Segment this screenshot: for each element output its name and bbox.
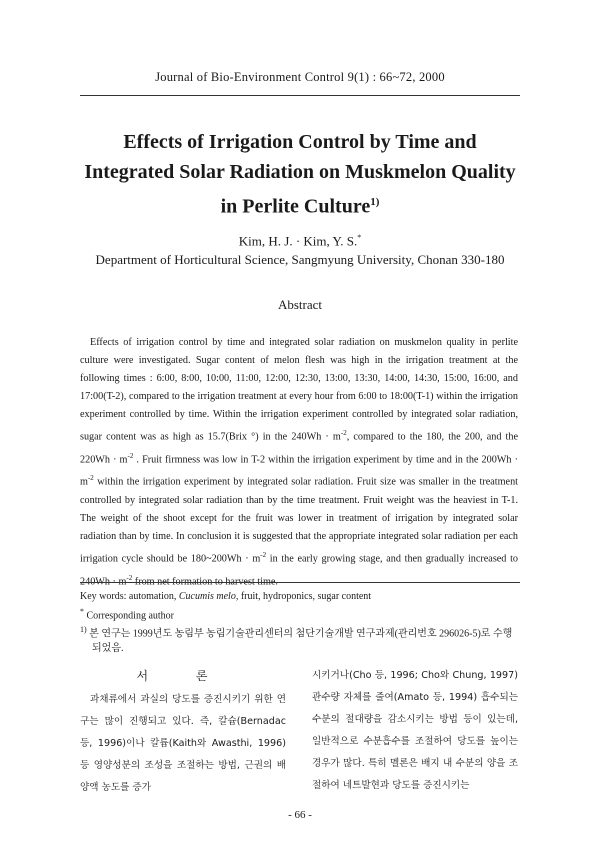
abstract-part-2: , compared to the 180, the 200, and the 220Wh · m [80, 431, 518, 466]
funding-footnote-text: 본 연구는 1999년도 농림부 농림기술관리센터의 첨단기술개발 연구과제(관리번호 296026-5)로 수행되었음. [86, 628, 513, 655]
abstract-sup-4: -2 [260, 551, 267, 560]
title-line-1: Effects of Irrigation Control by Time and [123, 131, 477, 153]
author-names [0, 233, 600, 249]
keywords-italic: Cucumis melo [178, 591, 236, 602]
abstract-part-1: Effects of irrigation control by time and integrated solar radiation on muskmelon quality in perlite culture were investigated. Sugar content of melon flesh was high in the irrigation treatment at the following times : 6:00, 8:00, 10:00, 11:00, 12:00, 12:30, 13:00, 13:30, 14:00, 14:30, 15:00, 16:00, and 17:00(T-2), compared to the irrigation treatment at every hour from 6:00 to 18:00(T-1) within the irrigation experiment controlled by time. Within the irrigation experiment controlled by integrated solar radiation, sugar content was as high as 15.7(Brix °) in the 240Wh · m [80, 337, 518, 443]
funding-footnote-mark: 1) [80, 625, 87, 635]
notes-block [80, 590, 520, 657]
paper-title [60, 127, 540, 222]
abstract-sup-2: -2 [127, 451, 134, 460]
abstract-body [80, 334, 518, 591]
title-line-3 [60, 187, 540, 222]
abstract-part-3: . Fruit firmness was low in T-2 within the irrigation experiment by time and in the 200Wh · m [80, 454, 518, 488]
abstract-part-4: within the irrigation experiment by integrated solar radiation. Fruit size was smaller in the treatment controlled by integrated solar radiation than by the time treatment. Fruit weight was the heaviest in T-1. The weight of the shoot except for the fruit was lower in treatment of irrigation by integrated solar radiation than by time. In conclusion it is suggested that the appropriate integrated solar radiation per each irrigation cycle should be 180~200Wh · m [80, 476, 518, 565]
page-number: - 66 - [288, 809, 312, 821]
intro-paragraph-left: 과채류에서 과실의 당도를 증진시키기 위한 연구는 많이 진행되고 있다. 즉, 칼슘(Bernadac 등, 1996)이나 칼륨(Kaith와 Awasthi, 1996) 등 영양성분의 조성을 조절하는 방법, 근권의 배양액 농도를 증가 [80, 694, 286, 793]
abstract-sup-1: -2 [340, 429, 347, 438]
author-names-text: Kim, H. J. · Kim, Y. S. [238, 233, 358, 249]
keywords-label: Key words: automation, [80, 591, 179, 602]
introduction-heading: 서 론 [136, 669, 230, 683]
corresponding-note [80, 605, 520, 624]
body-column-left [80, 665, 286, 799]
title-line-3-text: in Perlite Culture [220, 195, 371, 218]
abstract-part-5: in the early growing stage, and then gradually increased to 240Wh · m [80, 553, 518, 588]
abstract-part-6: from net formation to harvest time. [132, 576, 278, 588]
author-affiliation: Department of Horticultural Science, Sangmyung University, Chonan 330-180 [95, 252, 505, 267]
journal-header: Journal of Bio-Environment Control 9(1) : 66~72, 2000 [155, 70, 445, 84]
body-column-right [312, 665, 518, 797]
corresponding-mark: * [357, 233, 362, 242]
funding-footnote [80, 623, 520, 656]
abstract-sup-3: -2 [87, 474, 94, 483]
keywords-rest: , fruit, hydroponics, sugar content [235, 591, 372, 602]
abstract-rule [80, 582, 520, 583]
title-line-2: Integrated Solar Radiation on Muskmelon Quality [84, 161, 516, 183]
header-rule [80, 95, 520, 96]
abstract-heading: Abstract [277, 297, 323, 312]
corresponding-note-mark: * [80, 606, 84, 616]
keywords-line [80, 590, 520, 605]
corresponding-note-text: Corresponding author [84, 609, 174, 621]
abstract-sup-5: -2 [126, 573, 133, 582]
intro-paragraph-right: 시키거나(Cho 등, 1996; Cho와 Chung, 1997) 관수량 자체를 줄여(Amato 등, 1994) 흡수되는 수분의 절대량을 감소시키는 방법 등이 있는데, 일반적으로 수분흡수를 조절하여 당도를 높이는 경우가 많다. 특히 멜론은 배지 내 수분의 양을 조절하여 네트발현과 당도를 증진시키는 [312, 670, 518, 791]
title-footnote-mark: 1) [370, 196, 380, 208]
